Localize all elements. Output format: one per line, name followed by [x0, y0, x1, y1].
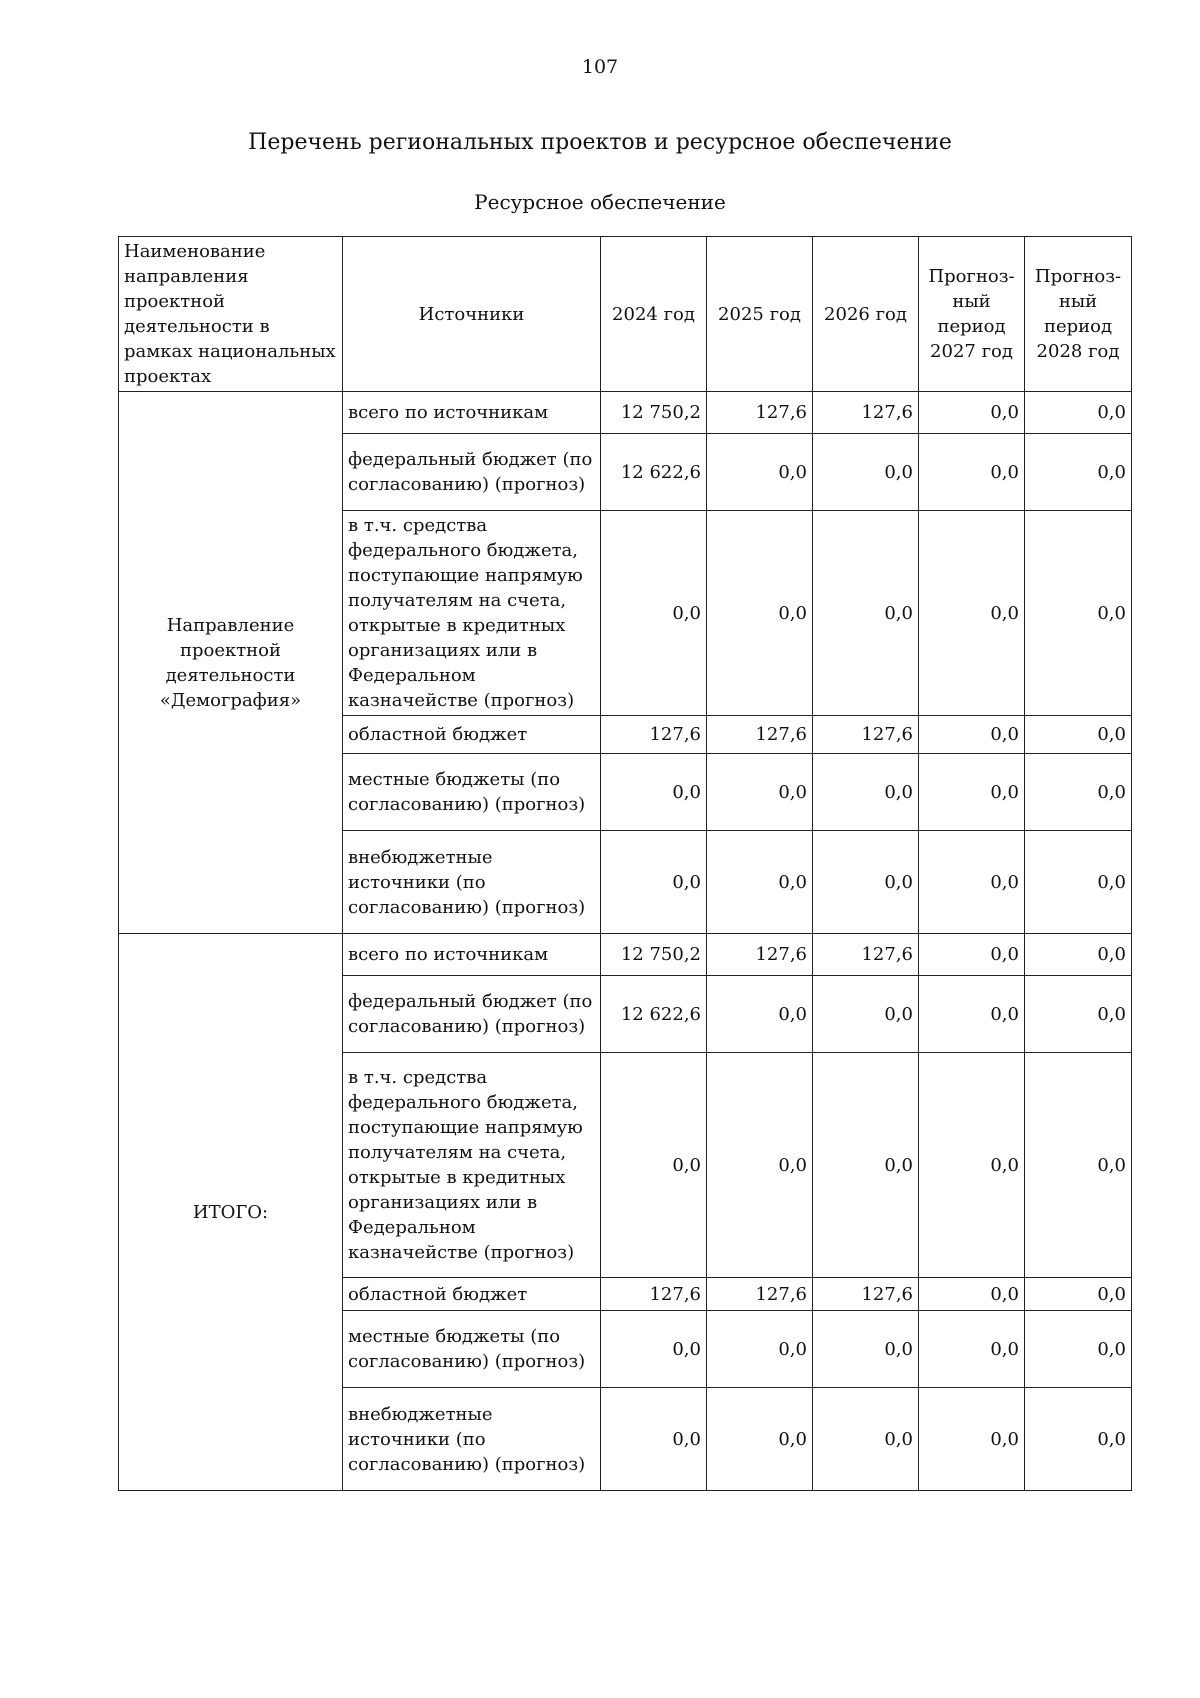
source-cell: в т.ч. средства федерального бюджета, поступающие напрямую получателям на счета, открытые в кредитных организациях или в Федеральном казначействе (прогноз): [343, 1053, 601, 1278]
value-cell: 0,0: [601, 1311, 707, 1388]
value-cell: 0,0: [813, 831, 919, 934]
value-cell: 0,0: [707, 434, 813, 511]
document-title: Перечень региональных проектов и ресурсное обеспечение: [248, 130, 952, 155]
value-cell: 0,0: [707, 831, 813, 934]
value-cell: 0,0: [601, 1053, 707, 1278]
source-cell: в т.ч. средства федерального бюджета, поступающие напрямую получателям на счета, открытые в кредитных организациях или в Федеральном казначействе (прогноз): [343, 511, 601, 716]
value-cell: 12 750,2: [601, 934, 707, 976]
value-cell: 0,0: [1025, 934, 1132, 976]
value-cell: 0,0: [813, 754, 919, 831]
value-cell: 0,0: [813, 976, 919, 1053]
value-cell: 127,6: [813, 934, 919, 976]
value-cell: 0,0: [1025, 831, 1132, 934]
value-cell: 0,0: [813, 1311, 919, 1388]
value-cell: 127,6: [813, 716, 919, 754]
value-cell: 0,0: [707, 754, 813, 831]
value-cell: 127,6: [813, 392, 919, 434]
header-sources: Источники: [343, 237, 601, 392]
value-cell: 0,0: [919, 831, 1025, 934]
source-cell: федеральный бюджет (по согласованию) (прогноз): [343, 434, 601, 511]
value-cell: 12 622,6: [601, 976, 707, 1053]
value-cell: 0,0: [919, 1388, 1025, 1491]
source-cell: внебюджетные источники (по согласованию) (прогноз): [343, 831, 601, 934]
value-cell: 0,0: [601, 754, 707, 831]
value-cell: 0,0: [919, 511, 1025, 716]
value-cell: 0,0: [919, 976, 1025, 1053]
value-cell: 0,0: [707, 976, 813, 1053]
value-cell: 0,0: [813, 1388, 919, 1491]
source-cell: областной бюджет: [343, 716, 601, 754]
value-cell: 0,0: [601, 511, 707, 716]
value-cell: 0,0: [919, 1053, 1025, 1278]
value-cell: 0,0: [707, 1388, 813, 1491]
source-cell: местные бюджеты (по согласованию) (прогноз): [343, 1311, 601, 1388]
source-cell: федеральный бюджет (по согласованию) (прогноз): [343, 976, 601, 1053]
value-cell: 0,0: [1025, 392, 1132, 434]
value-cell: 0,0: [919, 1278, 1025, 1311]
table-row: [119, 392, 1132, 434]
value-cell: 12 622,6: [601, 434, 707, 511]
value-cell: 127,6: [707, 392, 813, 434]
value-cell: 0,0: [919, 434, 1025, 511]
source-cell: областной бюджет: [343, 1278, 601, 1311]
source-cell: всего по источникам: [343, 392, 601, 434]
value-cell: 0,0: [813, 1053, 919, 1278]
value-cell: 0,0: [707, 1311, 813, 1388]
source-cell: всего по источникам: [343, 934, 601, 976]
value-cell: 0,0: [813, 434, 919, 511]
value-cell: 127,6: [707, 716, 813, 754]
table-header-row: [119, 237, 1132, 392]
value-cell: 0,0: [919, 716, 1025, 754]
resource-table: [118, 236, 1132, 1491]
value-cell: 127,6: [813, 1278, 919, 1311]
header-name: Наименование направления проектной деятельности в рамках национальных проектах: [119, 237, 343, 392]
value-cell: 0,0: [1025, 511, 1132, 716]
value-cell: 0,0: [813, 511, 919, 716]
value-cell: 0,0: [919, 1311, 1025, 1388]
value-cell: 0,0: [601, 1388, 707, 1491]
value-cell: 0,0: [601, 831, 707, 934]
group-name: ИТОГО:: [119, 934, 343, 1491]
value-cell: 0,0: [919, 754, 1025, 831]
value-cell: 0,0: [1025, 434, 1132, 511]
value-cell: 0,0: [1025, 1053, 1132, 1278]
header-2025: 2025 год: [707, 237, 813, 392]
value-cell: 0,0: [1025, 716, 1132, 754]
value-cell: 127,6: [601, 1278, 707, 1311]
header-2026: 2026 год: [813, 237, 919, 392]
value-cell: 0,0: [1025, 976, 1132, 1053]
value-cell: 0,0: [1025, 1278, 1132, 1311]
value-cell: 0,0: [1025, 1388, 1132, 1491]
source-cell: местные бюджеты (по согласованию) (прогноз): [343, 754, 601, 831]
value-cell: 0,0: [919, 934, 1025, 976]
group-name: Направление проектной деятельности «Демография»: [119, 392, 343, 934]
value-cell: 12 750,2: [601, 392, 707, 434]
document-subtitle: Ресурсное обеспечение: [474, 190, 726, 214]
value-cell: 127,6: [601, 716, 707, 754]
value-cell: 0,0: [707, 511, 813, 716]
header-2028: Прогноз-ный период 2028 год: [1025, 237, 1132, 392]
page-number: 107: [581, 56, 619, 78]
value-cell: 0,0: [707, 1053, 813, 1278]
value-cell: 127,6: [707, 1278, 813, 1311]
header-2027: Прогноз-ный период 2027 год: [919, 237, 1025, 392]
value-cell: 0,0: [1025, 1311, 1132, 1388]
source-cell: внебюджетные источники (по согласованию) (прогноз): [343, 1388, 601, 1491]
table-body: [119, 392, 1132, 1491]
value-cell: 0,0: [919, 392, 1025, 434]
table-row: [119, 934, 1132, 976]
value-cell: 127,6: [707, 934, 813, 976]
header-2024: 2024 год: [601, 237, 707, 392]
value-cell: 0,0: [1025, 754, 1132, 831]
